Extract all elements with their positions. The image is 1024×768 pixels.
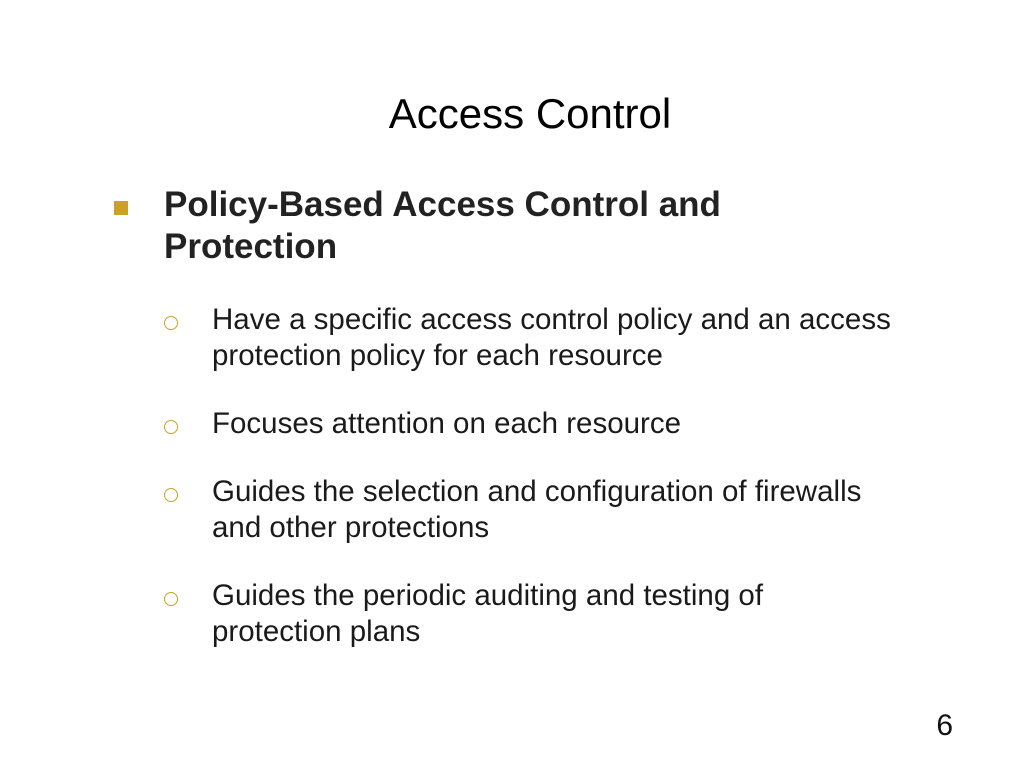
- sub-bullet-text: Have a specific access control policy and an access protection policy for each resource: [212, 303, 891, 372]
- sub-bullet-text: Guides the selection and configuration of firewalls and other protections: [212, 475, 862, 544]
- main-bullet-text: Policy-Based Access Control and Protection: [164, 185, 721, 266]
- page-number: 6: [936, 709, 953, 742]
- hollow-circle-bullet-icon: [164, 316, 178, 330]
- slide-title: Access Control: [388, 90, 672, 137]
- hollow-circle-bullet-icon: [164, 488, 178, 502]
- hollow-circle-bullet-icon: [164, 420, 178, 434]
- sub-bullet-text: Guides the periodic auditing and testing of protection plans: [212, 579, 764, 648]
- sub-bullet-text: Focuses attention on each resource: [212, 407, 682, 440]
- filled-square-bullet-icon: [114, 201, 128, 215]
- hollow-circle-bullet-icon: [164, 592, 178, 606]
